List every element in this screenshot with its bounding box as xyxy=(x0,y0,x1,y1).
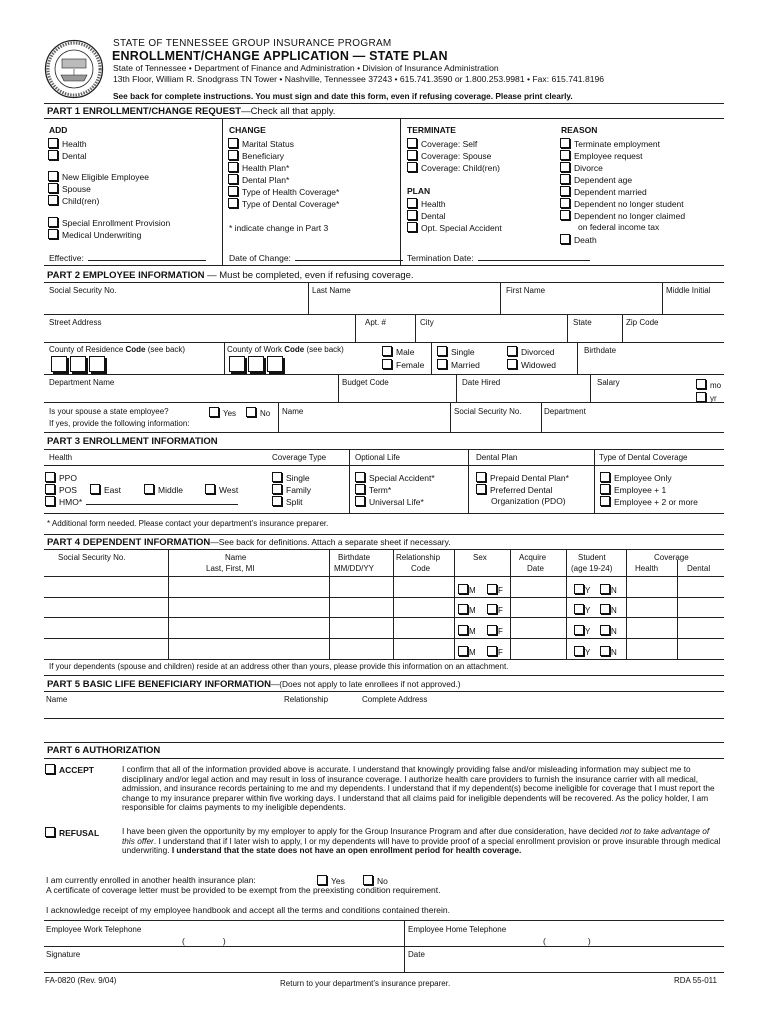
first-name-label: First Name xyxy=(506,286,546,295)
employee-plus-two-checkbox[interactable]: Employee + 2 or more xyxy=(600,496,698,507)
dep-student-no-checkbox[interactable]: N xyxy=(600,604,617,615)
dep-birth-header: Birthdate xyxy=(338,553,371,562)
work-telephone-label: Employee Work Telephone xyxy=(46,925,142,934)
county-residence-code-boxes[interactable] xyxy=(51,356,108,374)
return-note: Return to your department’s insurance preparer. xyxy=(280,979,451,988)
plan-label: PLAN xyxy=(407,186,431,196)
terminate-children-checkbox[interactable]: Coverage: Child(ren) xyxy=(407,162,500,173)
change-label: CHANGE xyxy=(229,125,266,135)
employee-only-checkbox[interactable]: Employee Only xyxy=(600,472,672,483)
signature-field[interactable]: Signature xyxy=(46,950,81,959)
add-medical-underwriting-checkbox[interactable]: Medical Underwriting xyxy=(48,229,141,240)
dental-type-label: Type of Dental Coverage xyxy=(599,453,688,462)
dep-student-yes-checkbox[interactable]: Y xyxy=(574,584,590,595)
divorced-checkbox[interactable]: Divorced xyxy=(507,346,555,357)
add-label: ADD xyxy=(49,125,68,135)
reason-married-checkbox[interactable]: Dependent married xyxy=(560,186,647,197)
east-checkbox[interactable]: East xyxy=(90,484,121,495)
part6-heading: PART 6 AUTHORIZATION xyxy=(47,745,161,756)
part2-heading: PART 2 EMPLOYEE INFORMATION — Must be completed, even if refusing coverage. xyxy=(47,270,414,281)
hmo-checkbox[interactable]: HMO* xyxy=(45,496,238,507)
dep-student-yes-checkbox[interactable]: Y xyxy=(574,646,590,657)
add-spouse-checkbox[interactable]: Spouse xyxy=(48,183,91,194)
zip-label: Zip Code xyxy=(626,318,659,327)
handbook-acknowledgement: I acknowledge receipt of my employee handbook and accept all the terms and conditions contained therein. xyxy=(46,905,450,915)
reason-request-checkbox[interactable]: Employee request xyxy=(560,150,643,161)
reason-label: REASON xyxy=(561,125,598,135)
ppo-checkbox[interactable]: PPO xyxy=(45,472,77,483)
terminate-label: TERMINATE xyxy=(407,125,456,135)
coverage-type-label: Coverage Type xyxy=(272,453,327,462)
dep-sex-male-checkbox[interactable]: M xyxy=(458,584,476,595)
male-checkbox[interactable]: Male xyxy=(382,346,414,357)
street-label: Street Address xyxy=(49,318,102,327)
dep-student-no-checkbox[interactable]: N xyxy=(600,584,617,595)
part5-heading: PART 5 BASIC LIFE BENEFICIARY INFORMATION—(Does not apply to late enrollees if not approved.) xyxy=(47,679,461,690)
state-seal-logo xyxy=(44,39,104,99)
dep-acquire-header: Acquire xyxy=(519,553,547,562)
county-work-label: County of Work Code (see back) xyxy=(227,345,344,354)
middle-checkbox[interactable]: Middle xyxy=(144,484,183,495)
termination-date-field[interactable]: Termination Date: xyxy=(407,253,590,263)
work-telephone-field[interactable]: ( ) xyxy=(182,936,226,946)
form-number: FA-0820 (Rev. 9/04) xyxy=(45,976,117,985)
dep-coverage-header: Coverage xyxy=(654,553,689,562)
dep-sex-female-checkbox[interactable]: F xyxy=(487,584,503,595)
effective-field[interactable]: Effective: xyxy=(49,253,206,263)
add-dental-checkbox[interactable]: Dental xyxy=(48,150,87,161)
dep-sex-header: Sex xyxy=(473,553,487,562)
pos-checkbox[interactable]: POS xyxy=(45,484,77,495)
refusal-statement: I have been given the opportunity by my employer to apply for the Group Insurance Program and after due consideration, have decided not to take advantage of this offer. I understand that if I later wish to apply, I or my dependents will have to provide proof of a special enrollment provision or prove insurable through medical underwriting. I understand that the state does not have an open enrollment period for health coverage. xyxy=(122,826,721,856)
part3-note: * Additional form needed. Please contact your department’s insurance preparer. xyxy=(47,519,329,528)
dep-acquire-sub-header: Date xyxy=(527,564,544,573)
add-children-checkbox[interactable]: Child(ren) xyxy=(48,195,99,206)
form-title: ENROLLMENT/CHANGE APPLICATION — STATE PLAN xyxy=(112,49,448,63)
part1-heading: PART 1 ENROLLMENT/CHANGE REQUEST—Check all that apply. xyxy=(47,106,336,117)
spouse-no-checkbox[interactable]: No xyxy=(246,407,270,418)
budget-code-label: Budget Code xyxy=(342,378,389,387)
married-checkbox[interactable]: Married xyxy=(437,359,480,370)
spouse-question: Is your spouse a state employee? xyxy=(49,407,169,416)
reason-not-claimed-checkbox[interactable]: Dependent no longer claimed xyxy=(560,210,685,221)
state-label: State xyxy=(573,318,592,327)
dep-sex-male-checkbox[interactable]: M xyxy=(458,625,476,636)
reason-divorce-checkbox[interactable]: Divorce xyxy=(560,162,603,173)
address-line: 13th Floor, William R. Snodgrass TN Tower • Nashville, Tennessee 37243 • 615.741.3590 or 1.800.253.9981 • Fax: 615.741.8196 xyxy=(113,74,605,84)
pdo-label: Organization (PDO) xyxy=(491,496,566,506)
plan-special-accident-checkbox[interactable]: Opt. Special Accident xyxy=(407,222,502,233)
dep-sex-male-checkbox[interactable]: M xyxy=(458,604,476,615)
dep-student-header: Student xyxy=(578,553,606,562)
reason-not-claimed-cont: on federal income tax xyxy=(578,222,660,232)
salary-label: Salary xyxy=(597,378,620,387)
terminate-self-checkbox[interactable]: Coverage: Self xyxy=(407,138,477,149)
other-plan-question: I am currently enrolled in another health insurance plan: xyxy=(46,875,256,885)
dep-dental-header: Dental xyxy=(687,564,711,573)
reason-age-checkbox[interactable]: Dependent age xyxy=(560,174,632,185)
change-beneficiary-checkbox[interactable]: Beneficiary xyxy=(228,150,284,161)
if-yes-note: If yes, provide the following information: xyxy=(49,419,190,428)
change-dental-coverage-checkbox[interactable]: Type of Dental Coverage* xyxy=(228,198,339,209)
change-health-coverage-checkbox[interactable]: Type of Health Coverage* xyxy=(228,186,339,197)
dep-name-sub-header: Last, First, MI xyxy=(206,564,255,573)
preferred-dental-checkbox[interactable]: Preferred Dental xyxy=(476,484,552,495)
plan-dental-checkbox[interactable]: Dental xyxy=(407,210,446,221)
employee-plus-one-checkbox[interactable]: Employee + 1 xyxy=(600,484,666,495)
date-of-change-field[interactable]: Date of Change: xyxy=(229,253,403,263)
instructions-line: See back for complete instructions. You must sign and date this form, even if refusing coverage. Please print clearly. xyxy=(113,91,573,101)
department-name-label: Department Name xyxy=(49,378,115,387)
county-work-code-boxes[interactable] xyxy=(229,356,286,374)
middle-initial-label: Middle Initial xyxy=(666,286,711,295)
family-coverage-checkbox[interactable]: Family xyxy=(272,484,311,495)
dep-student-no-checkbox[interactable]: N xyxy=(600,646,617,657)
add-health-checkbox[interactable]: Health xyxy=(48,138,87,149)
dep-student-sub-header: (age 19-24) xyxy=(571,564,613,573)
rda-number: RDA 55-011 xyxy=(674,976,717,985)
ssn-label: Social Security No. xyxy=(49,286,117,295)
change-dental-plan-checkbox[interactable]: Dental Plan* xyxy=(228,174,289,185)
beneficiary-rel-label: Relationship xyxy=(284,695,329,704)
reason-terminate-checkbox[interactable]: Terminate employment xyxy=(560,138,660,149)
other-plan-no-checkbox[interactable]: No xyxy=(363,875,388,886)
refusal-checkbox[interactable]: REFUSAL xyxy=(45,827,99,838)
program-name: STATE OF TENNESSEE GROUP INSURANCE PROGRAM xyxy=(113,38,392,49)
dep-sex-female-checkbox[interactable]: F xyxy=(487,604,503,615)
reason-not-student-checkbox[interactable]: Dependent no longer student xyxy=(560,198,684,209)
other-plan-yes-checkbox[interactable]: Yes xyxy=(317,875,345,886)
date-field[interactable]: Date xyxy=(408,950,425,959)
dep-sex-female-checkbox[interactable]: F xyxy=(487,646,503,657)
home-telephone-label: Employee Home Telephone xyxy=(408,925,507,934)
optional-life-label: Optional Life xyxy=(355,453,400,462)
dep-student-yes-checkbox[interactable]: Y xyxy=(574,604,590,615)
dep-birth-sub-header: MM/DD/YY xyxy=(334,564,374,573)
prepaid-dental-checkbox[interactable]: Prepaid Dental Plan* xyxy=(476,472,569,483)
dep-rel-sub-header: Code xyxy=(411,564,431,573)
reason-death-checkbox[interactable]: Death xyxy=(560,234,597,245)
widowed-checkbox[interactable]: Widowed xyxy=(507,359,556,370)
single-coverage-checkbox[interactable]: Single xyxy=(272,472,310,483)
change-health-plan-checkbox[interactable]: Health Plan* xyxy=(228,162,289,173)
west-checkbox[interactable]: West xyxy=(205,484,238,495)
part4-note: If your dependents (spouse and children) reside at an address other than yours, please provide this information on an attachment. xyxy=(49,662,509,671)
beneficiary-address-label: Complete Address xyxy=(362,695,428,704)
department-line: State of Tennessee • Department of Finance and Administration • Division of Insurance Administration xyxy=(113,63,499,73)
spouse-ssn-label: Social Security No. xyxy=(454,407,522,416)
certificate-note: A certificate of coverage letter must be provided to be exempt from the preexisting condition requirement. xyxy=(46,885,441,895)
spouse-department-label: Department xyxy=(544,407,586,416)
dep-name-header: Name xyxy=(225,553,247,562)
change-marital-checkbox[interactable]: Marital Status xyxy=(228,138,294,149)
salary-month-checkbox[interactable]: mo xyxy=(696,379,721,390)
dep-student-no-checkbox[interactable]: N xyxy=(600,625,617,636)
female-checkbox[interactable]: Female xyxy=(382,359,424,370)
county-residence-label: County of Residence Code (see back) xyxy=(49,345,186,354)
part4-heading: PART 4 DEPENDENT INFORMATION—See back for definitions. Attach a separate sheet if necessary. xyxy=(47,537,451,548)
dep-rel-header: Relationship xyxy=(396,553,441,562)
accept-statement: I confirm that all of the information provided above is accurate. I understand that knowingly providing false and/or misleading information may subject me to disciplinary and/or legal action and may result in loss of insurance coverage. I authorize health care providers to furnish the insurance carrier with all medical, admission, and insurance records pertaining to me and my dependents. I understand that if my dependent(s) become ineligible for coverage that I must report the change to my insurance preparer within five working days. I understand that all claims paid for ineligible dependents will be recovered. As the policy holder, I am responsible for claims payments to my ineligible dependents. xyxy=(122,764,715,813)
date-hired-label: Date Hired xyxy=(462,378,501,387)
add-new-employee-checkbox[interactable]: New Eligible Employee xyxy=(48,171,149,182)
birthdate-label: Birthdate xyxy=(584,346,617,355)
dental-plan-label: Dental Plan xyxy=(476,453,518,462)
accept-checkbox[interactable]: ACCEPT xyxy=(45,764,94,775)
terminate-spouse-checkbox[interactable]: Coverage: Spouse xyxy=(407,150,491,161)
term-life-checkbox[interactable]: Term* xyxy=(355,484,391,495)
dep-ssn-header: Social Security No. xyxy=(58,553,126,562)
city-label: City xyxy=(420,318,434,327)
apt-label: Apt. # xyxy=(365,318,386,327)
dep-sex-male-checkbox[interactable]: M xyxy=(458,646,476,657)
universal-life-checkbox[interactable]: Universal Life* xyxy=(355,496,424,507)
beneficiary-name-label: Name xyxy=(46,695,68,704)
part3-heading: PART 3 ENROLLMENT INFORMATION xyxy=(47,436,218,447)
health-label: Health xyxy=(49,453,73,462)
last-name-label: Last Name xyxy=(312,286,351,295)
salary-year-checkbox[interactable]: yr xyxy=(696,392,717,403)
spouse-yes-checkbox[interactable]: Yes xyxy=(209,407,236,418)
single-checkbox[interactable]: Single xyxy=(437,346,475,357)
dep-health-header: Health xyxy=(635,564,659,573)
add-special-enrollment-checkbox[interactable]: Special Enrollment Provision xyxy=(48,217,170,228)
dep-sex-female-checkbox[interactable]: F xyxy=(487,625,503,636)
home-telephone-field[interactable]: ( ) xyxy=(543,936,591,946)
split-coverage-checkbox[interactable]: Split xyxy=(272,496,303,507)
dep-student-yes-checkbox[interactable]: Y xyxy=(574,625,590,636)
plan-health-checkbox[interactable]: Health xyxy=(407,198,446,209)
special-accident-checkbox[interactable]: Special Accident* xyxy=(355,472,435,483)
spouse-name-label: Name xyxy=(282,407,304,416)
change-note: * indicate change in Part 3 xyxy=(229,223,329,233)
